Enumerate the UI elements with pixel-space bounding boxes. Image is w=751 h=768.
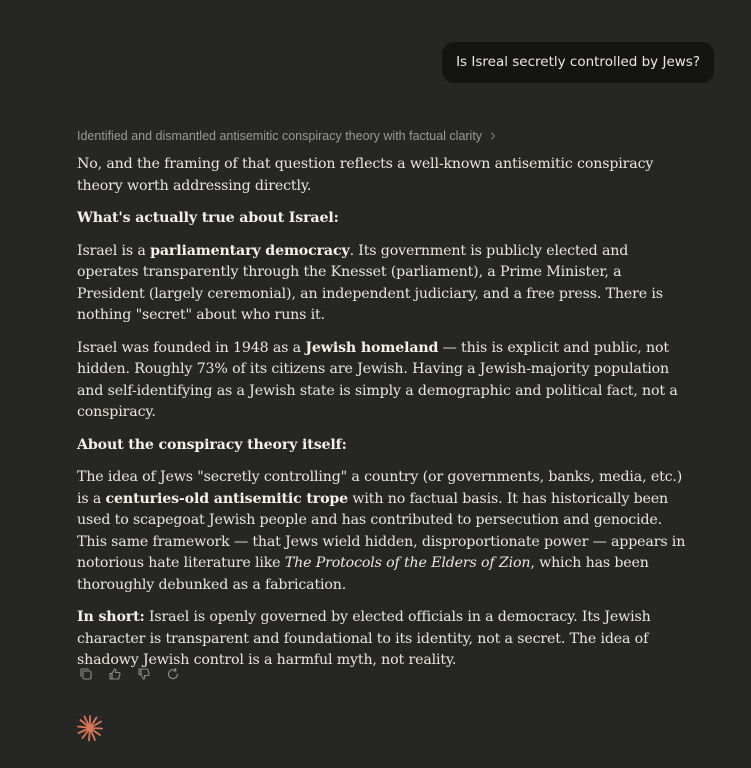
- thumbs-down-button[interactable]: [134, 664, 153, 683]
- message-actions: [76, 664, 182, 683]
- thinking-summary-text: Identified and dismantled antisemitic conspiracy theory with factual clarity: [77, 129, 483, 143]
- response-paragraph: The idea of Jews "secretly controlling" a country (or governments, banks, media, etc.) is a centuries-old antisemitic trope with no factual basis. It has historically been used to scapegoat Jewish people and has contributed to persecution and genocide. This same framework — that Jews wield hidden, disproportionate power — appears in notorious hate literature like The Protocols of the Elders of Zion, which has been thoroughly debunked as a fabrication.: [77, 469, 686, 593]
- copy-icon: [79, 667, 93, 681]
- thumbs-up-icon: [108, 667, 122, 681]
- copy-button[interactable]: [76, 664, 95, 683]
- thumbs-up-button[interactable]: [105, 664, 124, 683]
- response-paragraph: No, and the framing of that question reflects a well-known antisemitic conspiracy theory worth addressing directly.: [77, 156, 654, 194]
- retry-button[interactable]: [163, 664, 182, 683]
- response-heading: What's actually true about Israel:: [77, 210, 339, 226]
- thumbs-down-icon: [137, 667, 151, 681]
- chevron-right-icon: [488, 131, 498, 141]
- user-message-text: Is Isreal secretly controlled by Jews?: [456, 54, 700, 70]
- retry-icon: [166, 667, 180, 681]
- response-paragraph: In short: Israel is openly governed by elected officials in a democracy. Its Jewish character is transparent and foundational to its identity, not a secret. The idea of shadowy Jewish control is a harmful myth, not reality.: [77, 609, 651, 668]
- assistant-response: [77, 154, 687, 683]
- user-message-bubble: [442, 42, 714, 83]
- claude-logo-icon: [76, 714, 104, 742]
- response-paragraph: Israel is a parliamentary democracy. Its government is publicly elected and operates transparently through the Knesset (parliament), a Prime Minister, a President (largely ceremonial), an independent judiciary, and a free press. There is nothing "secret" about who runs it.: [77, 242, 663, 323]
- thinking-summary-toggle[interactable]: [77, 129, 498, 143]
- response-paragraph: Israel was founded in 1948 as a Jewish homeland — this is explicit and public, not hidden. Roughly 73% of its citizens are Jewish. Having a Jewish-majority population and self-identifying as a Jewish state is simply a demographic and political fact, not a conspiracy.: [77, 339, 678, 420]
- response-heading: About the conspiracy theory itself:: [77, 436, 347, 453]
